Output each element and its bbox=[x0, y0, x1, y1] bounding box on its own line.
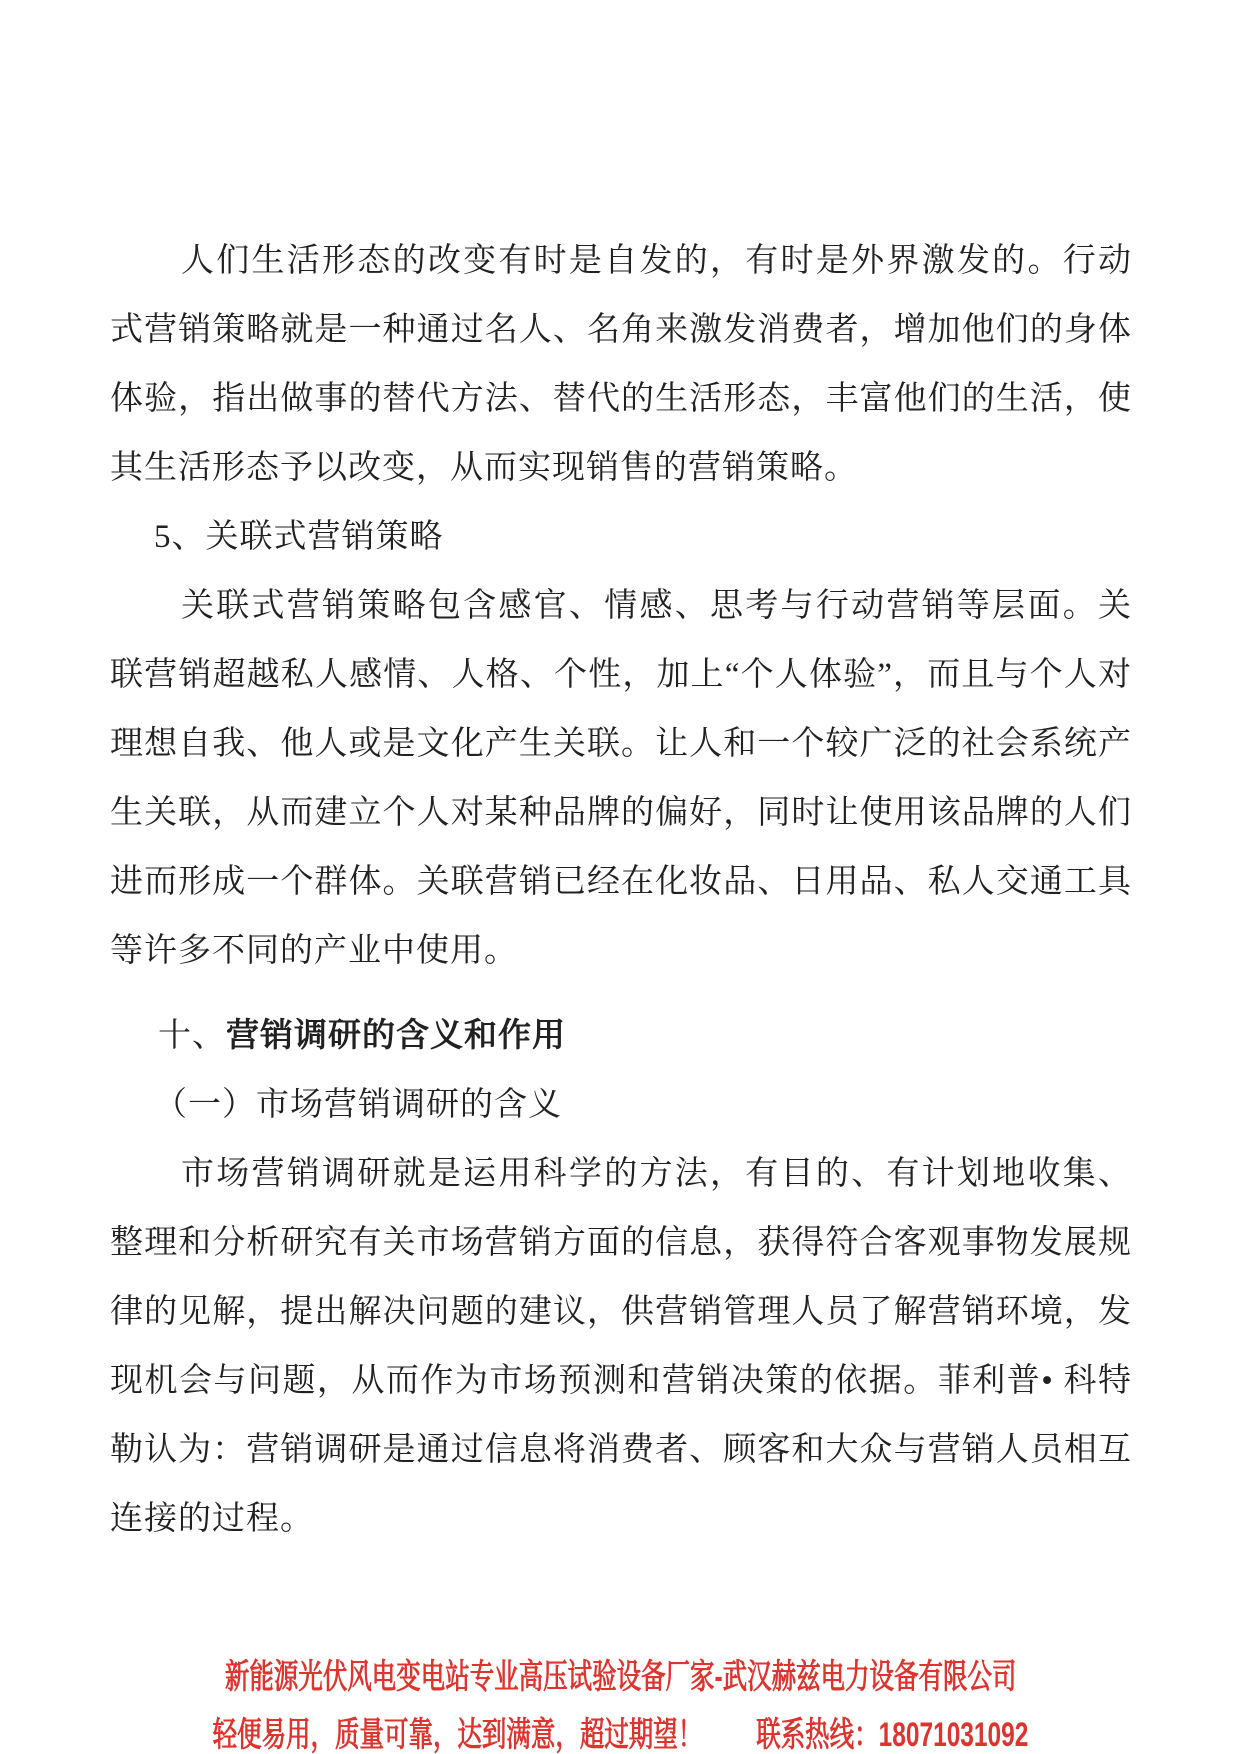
paragraph-action-marketing: 人们生活形态的改变有时是自发的，有时是外界激发的。行动式营销策略就是一种通过名人、名角来激发消费者，增加他们的身体体验，指出做事的替代方法、替代的生活形态，丰富他们的生活，使其生活形态予以改变，从而实现销售的营销策略。 bbox=[110, 243, 1132, 486]
section-heading-10 bbox=[110, 1002, 1132, 1071]
footer-hotline bbox=[756, 1714, 1028, 1754]
footer-company-text: 新能源光伏风电变电站专业高压试验设备厂家-武汉赫兹电力设备有限公司 bbox=[224, 1658, 1017, 1696]
footer-hotline-number: 18071031092 bbox=[878, 1716, 1029, 1754]
numbered-subheading-5: 5、关联式营销策略 bbox=[154, 519, 444, 555]
section-heading-title: 营销调研的含义和作用 bbox=[226, 1018, 566, 1054]
paragraph-relation-marketing: 关联式营销策略包含感官、情感、思考与行动营销等层面。关联营销超越私人感情、人格、个性，加上“个人体验”，而且与个人对理想自我、他人或是文化产生关联。让人和一个较广泛的社会系统产生关联，从而建立个人对某种品牌的偏好，同时让使用该品牌的人们进而形成一个群体。关联营销已经在化妆品、日用品、私人交通工具等许多不同的产业中使用。 bbox=[110, 588, 1132, 969]
footer-company-line bbox=[0, 1656, 1241, 1698]
section-heading-prefix: 十、 bbox=[158, 1018, 226, 1054]
footer-hotline-label: 联系热线： bbox=[756, 1716, 879, 1754]
footer-slogan-text: 轻便易用，质量可靠，达到满意，超过期望！ bbox=[212, 1716, 703, 1754]
subheading-definition: （一）市场营销调研的含义 bbox=[154, 1087, 562, 1123]
footer-slogan-line bbox=[0, 1714, 1241, 1754]
paragraph-marketing-research: 市场营销调研就是运用科学的方法，有目的、有计划地收集、整理和分析研究有关市场营销方面的信息，获得符合客观事物发展规律的见解，提出解决问题的建议，供营销管理人员了解营销环境，发现机会与问题，从而作为市场预测和营销决策的依据。菲利普• 科特勒认为：营销调研是通过信息将消费者、顾客和大众与营销人员相互连接的过程。 bbox=[110, 1156, 1132, 1537]
footer-slogan-row bbox=[213, 1714, 1029, 1754]
document-body bbox=[110, 227, 1132, 1554]
